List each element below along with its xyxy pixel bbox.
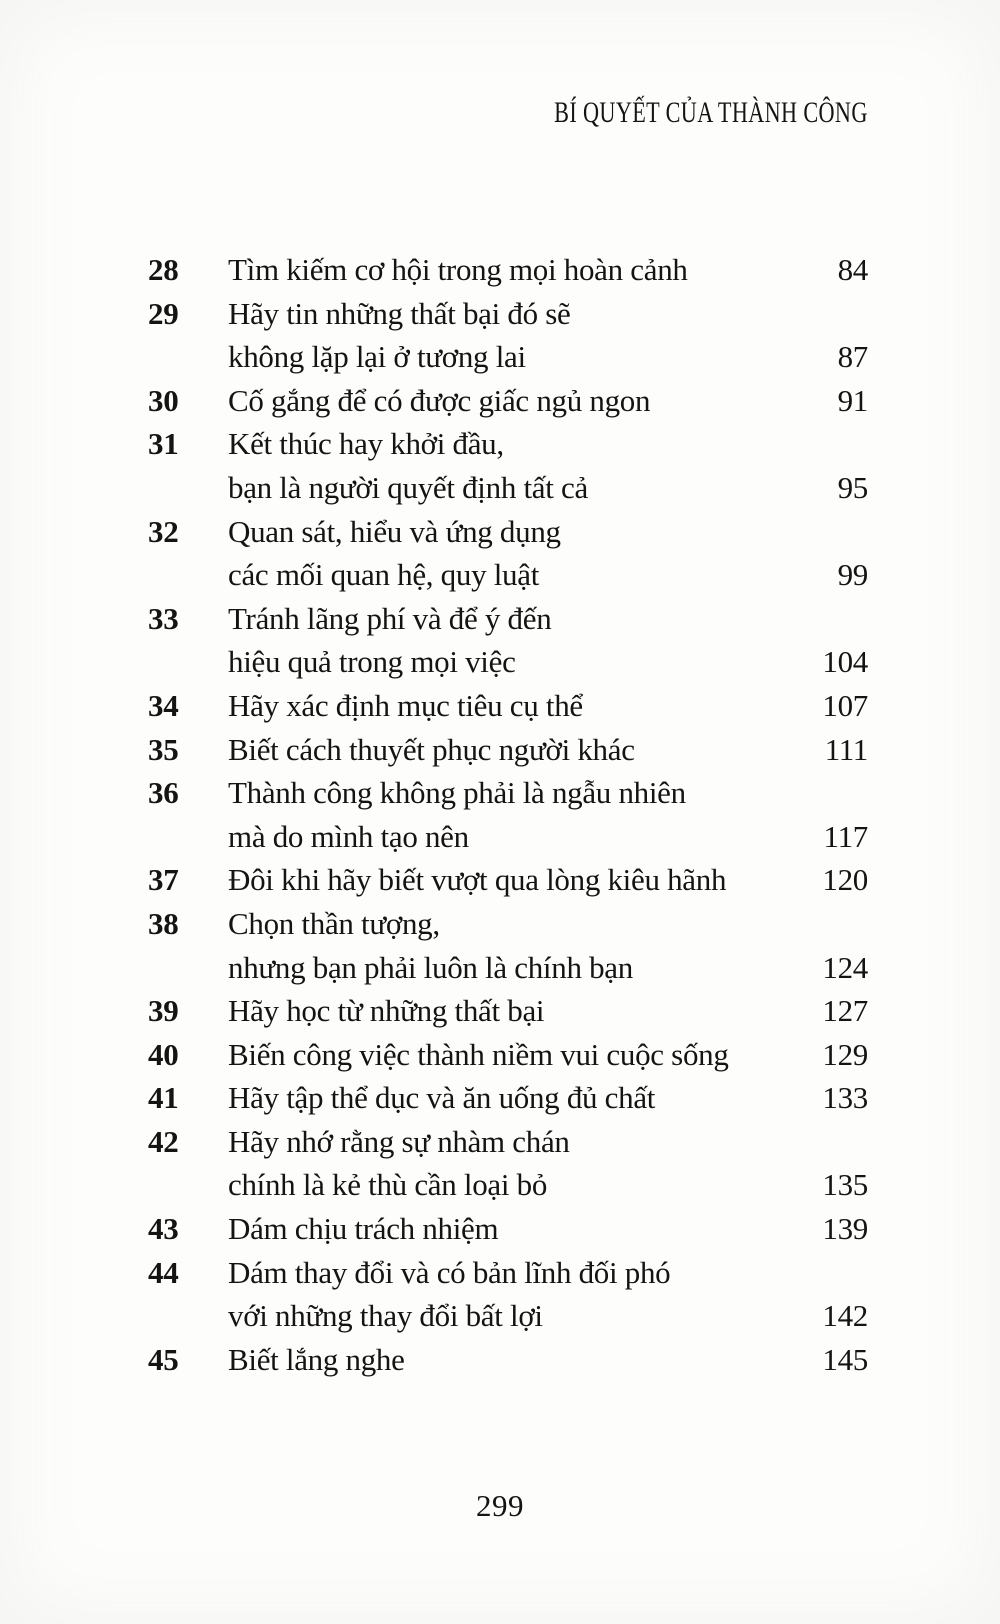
toc-row	[148, 640, 868, 684]
toc-row	[148, 989, 868, 1033]
chapter-page: 91	[837, 382, 868, 418]
toc-row	[148, 1207, 868, 1251]
toc-row	[148, 553, 868, 597]
table-of-contents	[148, 248, 868, 1381]
chapter-page: 145	[822, 1341, 868, 1377]
chapter-title-line: Tìm kiếm cơ hội trong mọi hoàn cảnh	[228, 252, 688, 287]
chapter-title-line: Biến công việc thành niềm vui cuộc sống	[228, 1036, 729, 1072]
toc-row	[148, 815, 868, 859]
chapter-title-line: Tránh lãng phí và để ý đến	[228, 600, 552, 636]
toc-row	[148, 1338, 868, 1382]
toc-row	[148, 248, 868, 292]
chapter-title-line: với những thay đổi bất lợi	[228, 1298, 543, 1334]
chapter-page: 107	[822, 687, 868, 723]
chapter-number: 38	[148, 905, 179, 941]
chapter-title-line: Dám thay đổi và có bản lĩnh đối phó	[228, 1254, 671, 1290]
chapter-title-line: Hãy học từ những thất bại	[228, 993, 545, 1029]
chapter-page: 127	[822, 993, 868, 1029]
chapter-title-line: Cố gắng để có được giấc ngủ ngon	[228, 382, 651, 418]
toc-row	[148, 597, 868, 641]
chapter-page: 84	[837, 252, 868, 287]
chapter-title-line: nhưng bạn phải luôn là chính bạn	[228, 949, 633, 985]
chapter-number: 35	[148, 731, 179, 767]
chapter-title-line: bạn là người quyết định tất cả	[228, 469, 588, 505]
chapter-number: 36	[148, 775, 179, 811]
chapter-number: 34	[148, 687, 179, 723]
chapter-page: 111	[824, 731, 868, 767]
chapter-title-line: Đôi khi hãy biết vượt qua lòng kiêu hãnh	[228, 862, 727, 898]
chapter-title-line: Biết cách thuyết phục người khác	[228, 731, 635, 767]
chapter-title-line: Chọn thần tượng,	[228, 905, 440, 941]
toc-row	[148, 1294, 868, 1338]
chapter-page: 124	[822, 949, 868, 985]
chapter-number: 45	[148, 1341, 179, 1377]
toc-row	[148, 379, 868, 423]
page-number-footer: 299	[476, 1488, 524, 1523]
chapter-page: 87	[837, 339, 868, 375]
chapter-title-line: Kết thúc hay khởi đầu,	[228, 426, 504, 462]
chapter-title-line: Biết lắng nghe	[228, 1341, 405, 1377]
running-header-title: BÍ QUYẾT CỦA THÀNH CÔNG	[554, 96, 868, 129]
chapter-page: 129	[822, 1036, 868, 1072]
chapter-number: 37	[148, 862, 179, 898]
toc-row	[148, 684, 868, 728]
toc-row	[148, 292, 868, 336]
chapter-title-line: không lặp lại ở tương lai	[228, 339, 526, 375]
toc-row	[148, 466, 868, 510]
chapter-number: 39	[148, 993, 179, 1029]
chapter-title-line: chính là kẻ thù cần loại bỏ	[228, 1167, 548, 1203]
chapter-number: 29	[148, 295, 179, 331]
chapter-page: 120	[822, 862, 868, 898]
chapter-page: 135	[822, 1167, 868, 1203]
chapter-title-line: Hãy tin những thất bại đó sẽ	[228, 295, 571, 331]
chapter-number: 28	[148, 252, 179, 287]
toc-row	[148, 422, 868, 466]
chapter-page: 133	[822, 1080, 868, 1116]
chapter-page: 99	[837, 557, 868, 593]
chapter-number: 44	[148, 1254, 179, 1290]
toc-row	[148, 1251, 868, 1295]
chapter-page: 142	[822, 1298, 868, 1334]
chapter-title-line: Thành công không phải là ngẫu nhiên	[228, 775, 686, 811]
toc-row	[148, 1120, 868, 1164]
chapter-number: 40	[148, 1036, 179, 1072]
chapter-number: 43	[148, 1211, 179, 1247]
toc-row	[148, 902, 868, 946]
chapter-page: 139	[822, 1211, 868, 1247]
toc-row	[148, 1163, 868, 1207]
chapter-number: 31	[148, 426, 179, 462]
chapter-page: 104	[822, 644, 868, 680]
chapter-title-line: mà do mình tạo nên	[228, 818, 469, 854]
chapter-number: 41	[148, 1080, 179, 1116]
chapter-title-line: Hãy nhớ rằng sự nhàm chán	[228, 1123, 570, 1159]
chapter-number: 42	[148, 1123, 179, 1159]
chapter-title-line: Hãy tập thể dục và ăn uống đủ chất	[228, 1080, 656, 1116]
toc-row	[148, 1033, 868, 1077]
chapter-page: 117	[823, 818, 868, 854]
chapter-title-line: Quan sát, hiểu và ứng dụng	[228, 513, 561, 549]
chapter-title-line: hiệu quả trong mọi việc	[228, 644, 516, 680]
toc-row	[148, 335, 868, 379]
chapter-number: 32	[148, 513, 179, 549]
chapter-title-line: các mối quan hệ, quy luật	[228, 557, 540, 593]
chapter-page: 95	[837, 469, 868, 505]
toc-row	[148, 858, 868, 902]
chapter-title-line: Hãy xác định mục tiêu cụ thể	[228, 687, 583, 723]
toc-row	[148, 771, 868, 815]
toc-row	[148, 946, 868, 990]
chapter-number: 30	[148, 382, 179, 418]
chapter-number: 33	[148, 600, 179, 636]
chapter-title-line: Dám chịu trách nhiệm	[228, 1211, 499, 1247]
toc-row	[148, 728, 868, 772]
toc-row	[148, 510, 868, 554]
toc-row	[148, 1076, 868, 1120]
